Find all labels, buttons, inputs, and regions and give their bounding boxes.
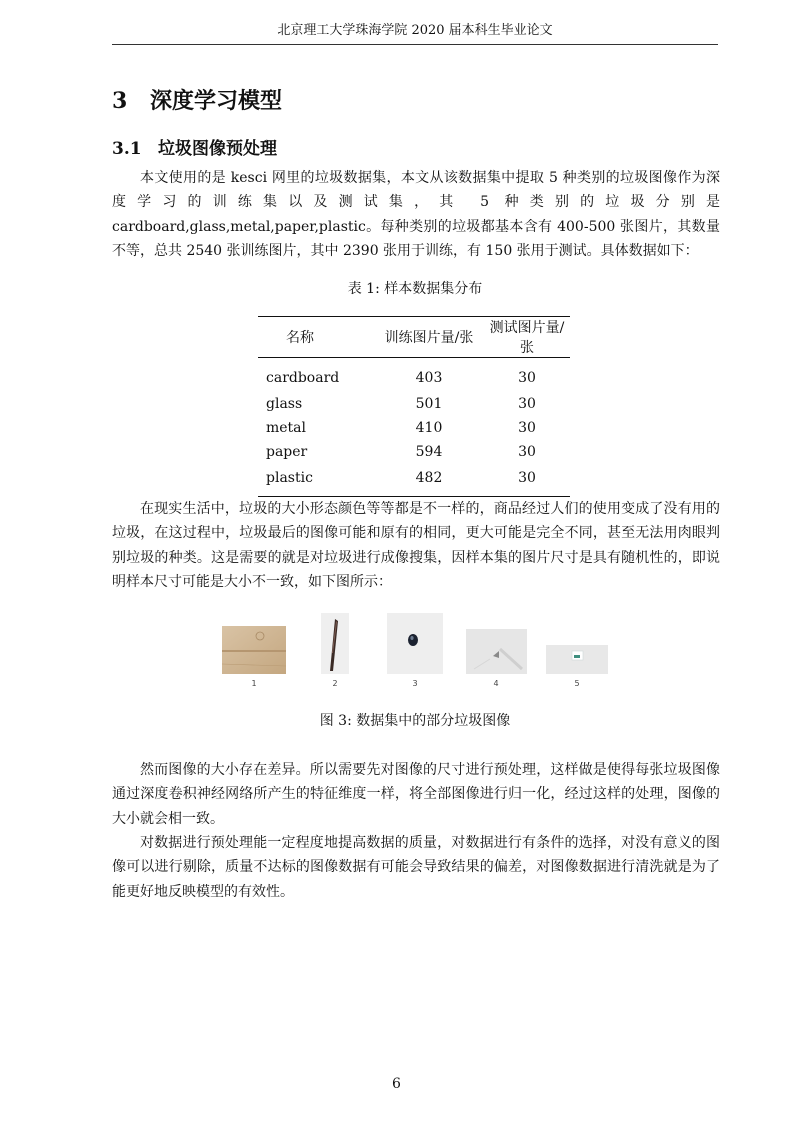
section-heading — [112, 134, 277, 159]
paragraph-resize: 然而图像的大小存在差异。所以需要先对图像的尺寸进行预处理，这样做是使得每张垃圾图像通过深度卷积神经网络所产生的特征维度一样，将全部图像进行归一化，经过这样的处理，图像的大小就会相一致。 — [112, 762, 720, 827]
sample-image-label: 2 — [332, 679, 338, 688]
sample-image-metal — [387, 613, 443, 674]
sample-image-cardboard — [222, 626, 286, 674]
sample-image-label: 5 — [574, 679, 580, 688]
table-header-cell: 名称 — [286, 330, 314, 346]
dataset-table — [258, 316, 570, 497]
section-number: 3.1 — [112, 139, 142, 159]
table-header-cell: 训练图片量/张 — [384, 330, 474, 346]
table-cell: 594 — [415, 444, 443, 460]
table-row — [258, 464, 570, 497]
chapter-heading — [112, 84, 282, 115]
paragraph-variation: 在现实生活中，垃圾的大小形态颜色等等都是不一样的，商品经过人们的使用变成了没有用的垃圾，在这过程中，垃圾最后的图像可能和原有的相同，更大可能是完全不同，甚至无法用肉眼判别垃圾的种类。这是需要的就是对垃圾进行成像搜集，因样本集的图片尺寸是具有随机性的，即说明样本尺寸可能是大小不一致，如下图所示： — [112, 501, 720, 590]
paragraph-cleaning: 对数据进行预处理能一定程度地提高数据的质量，对数据进行有条件的选择，对没有意义的图像可以进行剔除，质量不达标的图像数据有可能会导致结果的偏差，对图像数据进行清洗就是为了能更好地反映模型的有效性。 — [112, 835, 720, 900]
table-cell: 482 — [415, 470, 443, 486]
table-cell: plastic — [266, 470, 313, 486]
table-cell: 30 — [518, 370, 536, 386]
sample-image-paper — [466, 629, 527, 674]
table-row — [258, 440, 570, 464]
chapter-number: 3 — [112, 88, 128, 114]
table-cell: metal — [266, 420, 307, 436]
section-title: 垃圾图像预处理 — [158, 139, 277, 159]
table-caption: 表 1: 样本数据集分布 — [347, 281, 483, 297]
running-header: 北京理工大学珠海学院 2020 届本科生毕业论文 — [112, 22, 718, 45]
sample-image-label: 3 — [412, 679, 418, 688]
table-cell: 30 — [518, 396, 536, 412]
chapter-title: 深度学习模型 — [150, 88, 283, 114]
table-cell: cardboard — [266, 370, 340, 386]
table-cell: 410 — [415, 420, 443, 436]
table-row — [258, 392, 570, 416]
sample-image-label: 1 — [251, 679, 257, 688]
figure-caption: 图 3: 数据集中的部分垃圾图像 — [319, 713, 511, 729]
page-number: 6 — [392, 1076, 401, 1092]
sample-image-label: 4 — [493, 679, 499, 688]
table-header-cell: 测试图片量/张 — [489, 320, 565, 356]
table-cell: 403 — [415, 370, 443, 386]
table-row — [258, 358, 570, 393]
table-cell: 30 — [518, 470, 536, 486]
table-cell: 30 — [518, 420, 536, 436]
table-cell: 501 — [415, 396, 443, 412]
table-cell: 30 — [518, 444, 536, 460]
table-header-row — [258, 317, 570, 358]
table-cell: glass — [266, 396, 303, 412]
sample-image-glass — [321, 613, 349, 674]
paragraph-intro: 本文使用的是 kesci 网里的垃圾数据集，本文从该数据集中提取 5 种类别的垃圾图像作为深度学习的训练集以及测试集，其 5 种类别的垃圾分别是 cardboard,glass,metal,paper,plastic。每种类别的垃圾都基本含有 400-500 张图片，其数量不等，总共 2540 张训练图片，其中 2390 张用于训练，有 150 张用于测试。具体数据如下： — [112, 170, 720, 259]
sample-images-figure — [0, 600, 793, 695]
table-cell: paper — [266, 444, 308, 460]
sample-image-plastic — [546, 645, 608, 674]
table-row — [258, 416, 570, 440]
